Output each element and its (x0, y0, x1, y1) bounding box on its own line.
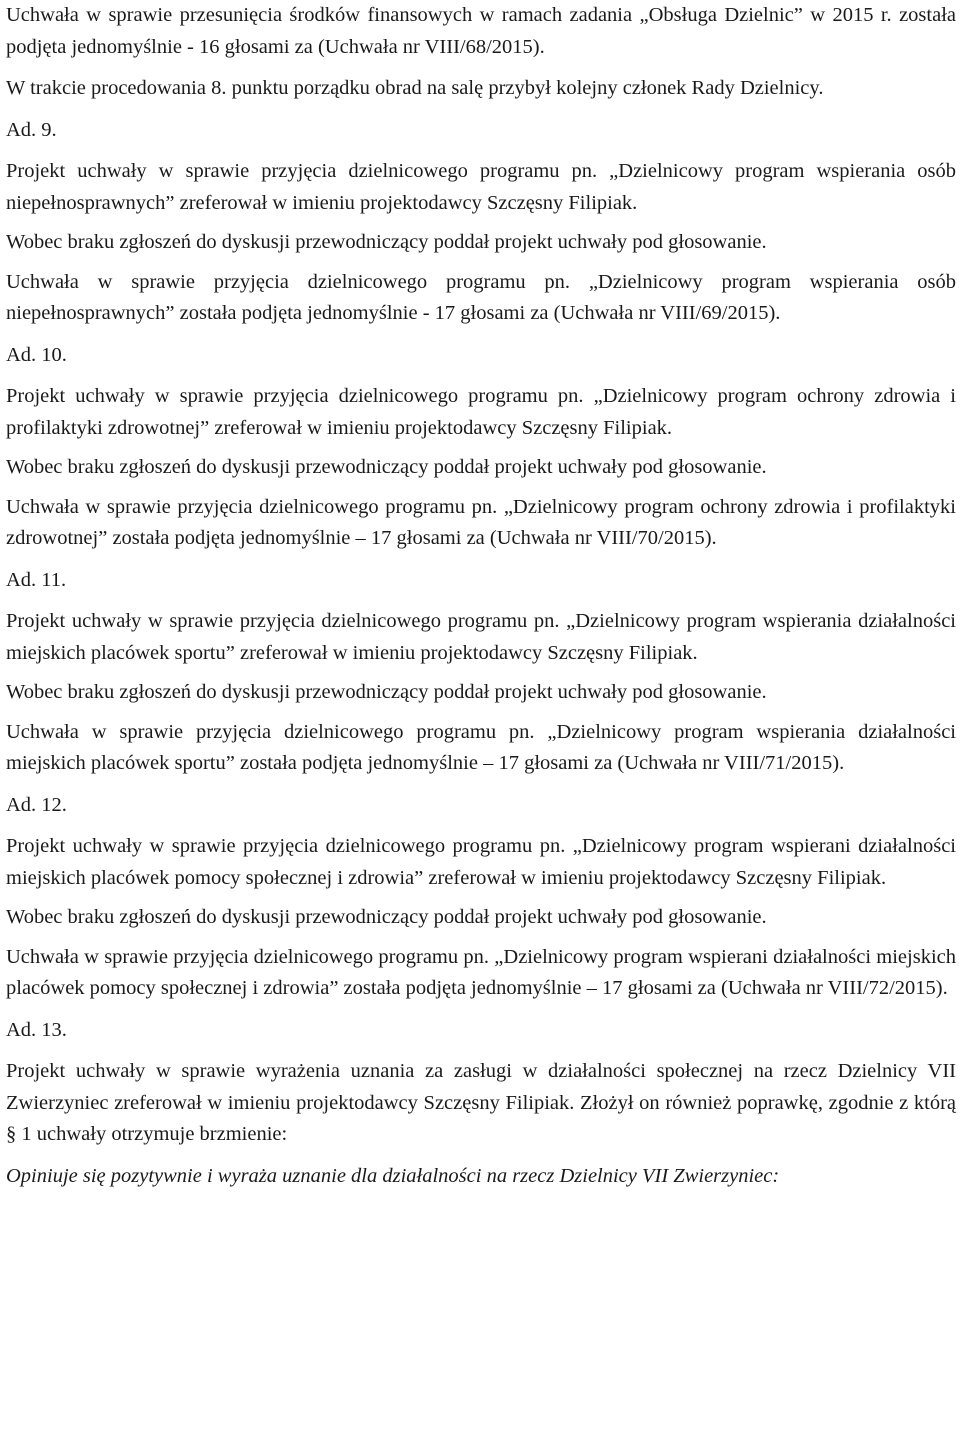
paragraph-draft-9: Projekt uchwały w sprawie przyjęcia dzielnicowego programu pn. „Dzielnicowy program wspierania osób niepełnosprawnych” zreferował w imieniu projektodawcy Szczęsny Filipiak. (6, 160, 956, 214)
amendment-quote: Opiniuje się pozytywnie i wyraża uznanie dla działalności na rzecz Dzielnicy VII Zwierzyniec: (6, 1164, 780, 1187)
paragraph-draft-12: Projekt uchwały w sprawie przyjęcia dzielnicowego programu pn. „Dzielnicowy program wspierani działalności miejskich placówek pomocy społecznej i zdrowia” zreferował w imieniu projektodawcy Szczęsny Filipiak. (6, 835, 956, 889)
paragraph-member-arrived: W trakcie procedowania 8. punktu porządku obrad na salę przybył kolejny członek Rady Dzielnicy. (6, 77, 824, 99)
paragraph-vote-call-10: Wobec braku zgłoszeń do dyskusji przewodniczący poddał projekt uchwały pod głosowanie. (6, 456, 767, 478)
paragraph-draft-10: Projekt uchwały w sprawie przyjęcia dzielnicowego programu pn. „Dzielnicowy program ochrony zdrowia i profilaktyki zdrowotnej” zreferował w imieniu projektodawcy Szczęsny Filipiak. (6, 385, 956, 439)
agenda-item-heading-13: Ad. 13. (6, 1018, 67, 1041)
paragraph-resolution-68: Uchwała w sprawie przesunięcia środków finansowych w ramach zadania „Obsługa Dzielnic” w 2015 r. została podjęta jednomyślnie - 16 głosami za (Uchwała nr VIII/68/2015). (6, 4, 956, 58)
agenda-item-heading-10: Ad. 10. (6, 343, 67, 366)
paragraph-resolution-71: Uchwała w sprawie przyjęcia dzielnicowego programu pn. „Dzielnicowy program wspierania działalności miejskich placówek sportu” została podjęta jednomyślnie – 17 głosami za (Uchwała nr VIII/71/2015). (6, 720, 956, 774)
paragraph-vote-call-12: Wobec braku zgłoszeń do dyskusji przewodniczący poddał projekt uchwały pod głosowanie. (6, 906, 767, 928)
paragraph-vote-call-11: Wobec braku zgłoszeń do dyskusji przewodniczący poddał projekt uchwały pod głosowanie. (6, 681, 767, 703)
agenda-item-heading-12: Ad. 12. (6, 793, 67, 816)
agenda-item-heading-11: Ad. 11. (6, 568, 67, 591)
paragraph-draft-13: Projekt uchwały w sprawie wyrażenia uznania za zasługi w działalności społecznej na rzecz Dzielnicy VII Zwierzyniec zreferował w imieniu projektodawcy Szczęsny Filipiak. Złożył on również poprawkę, zgodnie z którą § 1 uchwały otrzymuje brzmienie: (6, 1060, 956, 1145)
agenda-item-heading-9: Ad. 9. (6, 118, 57, 141)
paragraph-vote-call-9: Wobec braku zgłoszeń do dyskusji przewodniczący poddał projekt uchwały pod głosowanie. (6, 231, 767, 253)
paragraph-resolution-69: Uchwała w sprawie przyjęcia dzielnicowego programu pn. „Dzielnicowy program wspierania osób niepełnosprawnych” została podjęta jednomyślnie - 17 głosami za (Uchwała nr VIII/69/2015). (6, 270, 956, 324)
document-page (6, 0, 956, 1202)
paragraph-resolution-72: Uchwała w sprawie przyjęcia dzielnicowego programu pn. „Dzielnicowy program wspierani działalności miejskich placówek pomocy społecznej i zdrowia” została podjęta jednomyślnie – 17 głosami za (Uchwała nr VIII/72/2015). (6, 945, 956, 999)
paragraph-resolution-70: Uchwała w sprawie przyjęcia dzielnicowego programu pn. „Dzielnicowy program ochrony zdrowia i profilaktyki zdrowotnej” została podjęta jednomyślnie – 17 głosami za (Uchwała nr VIII/70/2015). (6, 495, 956, 549)
paragraph-draft-11: Projekt uchwały w sprawie przyjęcia dzielnicowego programu pn. „Dzielnicowy program wspierania działalności miejskich placówek sportu” zreferował w imieniu projektodawcy Szczęsny Filipiak. (6, 610, 956, 664)
